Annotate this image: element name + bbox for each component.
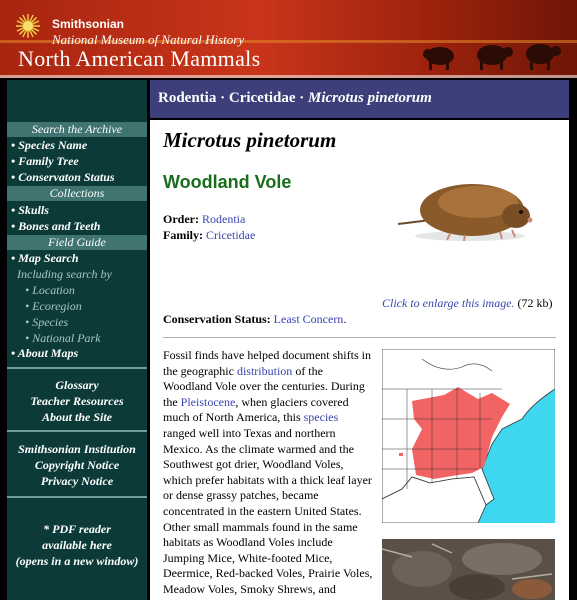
- sidebar-including-label: Including search by: [17, 267, 112, 281]
- breadcrumb-order[interactable]: Rodentia: [158, 90, 217, 106]
- site-banner: [0, 0, 577, 78]
- sidebar-divider: [7, 430, 147, 432]
- image-size: (72 kb): [517, 296, 553, 310]
- sidebar-item-about-maps[interactable]: • About Maps: [11, 346, 79, 360]
- muskox-herd-icon: [420, 40, 570, 72]
- site-title[interactable]: North American Mammals: [18, 46, 261, 71]
- sidebar-link-about-site[interactable]: About the Site: [41, 410, 112, 424]
- sidebar-link-teacher-resources[interactable]: Teacher Resources: [30, 394, 124, 408]
- vole-habitat-photo[interactable]: [382, 539, 555, 600]
- sidebar-link-glossary[interactable]: Glossary: [55, 378, 99, 392]
- conservation-status-link[interactable]: Least Concern: [273, 312, 344, 326]
- breadcrumb: [150, 80, 569, 118]
- sidebar-item-location[interactable]: • Location: [25, 283, 75, 297]
- sidebar-item-conservation-status[interactable]: • Conservaton Status: [11, 170, 115, 184]
- sidebar-pdf-note-3[interactable]: (opens in a new window): [15, 554, 139, 568]
- sidebar-item-map-search[interactable]: • Map Search: [11, 251, 79, 265]
- sidebar-link-copyright[interactable]: Copyright Notice: [34, 458, 120, 472]
- taxon-order: Order: Rodentia: [163, 212, 246, 226]
- glossary-link-distribution[interactable]: distribution: [236, 363, 293, 378]
- sidebar: [7, 80, 147, 600]
- sidebar-pdf-note-2[interactable]: available here: [42, 538, 112, 552]
- glossary-link-pleistocene[interactable]: Pleistocene: [180, 394, 236, 409]
- sidebar-link-privacy[interactable]: Privacy Notice: [40, 474, 114, 488]
- breadcrumb-separator: ·: [216, 90, 229, 106]
- sidebar-divider: [7, 496, 147, 498]
- sidebar-item-species-name[interactable]: • Species Name: [11, 138, 88, 152]
- breadcrumb-separator: ·: [295, 90, 309, 106]
- vole-image[interactable]: [390, 172, 540, 244]
- museum-name: National Museum of Natural History: [52, 32, 245, 47]
- sidebar-item-national-park[interactable]: • National Park: [25, 331, 101, 345]
- sidebar-heading-field-guide: Field Guide: [7, 235, 147, 250]
- enlarge-image-link[interactable]: Click to enlarge this image.: [382, 296, 515, 310]
- sidebar-heading-collections: Collections: [7, 186, 147, 201]
- divider: [163, 337, 556, 338]
- breadcrumb-family[interactable]: Cricetidae: [228, 90, 296, 106]
- range-map[interactable]: [382, 349, 555, 523]
- family-link[interactable]: Cricetidae: [206, 228, 256, 242]
- conservation-status: Conservation Status: Least Concern.: [163, 312, 347, 326]
- image-caption: [382, 296, 562, 311]
- common-name: Woodland Vole: [163, 172, 292, 192]
- page-title: Microtus pinetorum: [163, 128, 337, 152]
- sidebar-item-species[interactable]: • Species: [25, 315, 69, 329]
- sidebar-pdf-note-1[interactable]: * PDF reader: [43, 522, 111, 536]
- breadcrumb-species: Microtus pinetorum: [308, 90, 432, 106]
- sidebar-divider: [7, 367, 147, 369]
- sidebar-item-ecoregion[interactable]: • Ecoregion: [25, 299, 82, 313]
- org-name: Smithsonian: [52, 17, 125, 31]
- glossary-link-species[interactable]: species: [303, 410, 339, 425]
- sidebar-link-smithsonian[interactable]: Smithsonian Institution: [18, 442, 136, 456]
- order-link[interactable]: Rodentia: [201, 212, 246, 226]
- sidebar-item-family-tree[interactable]: • Family Tree: [11, 154, 79, 168]
- sidebar-heading-search[interactable]: Search the Archive: [7, 122, 147, 137]
- species-description: Fossil finds have helped document shifts in the geographic distribution of the Woodland Vole over the centuries. During the Pleistocene, when glaciers covered much of North America, this species ranged well into Texas and northern Mexico. As the climate warmed and the Southwest got drier, Woodland Voles, which prefer habitats with a thick leaf layer or dense grassy patches, became concentrated in the eastern United States. Other small mammals found in the same habitats as Woodland Voles include Jumping Mice, White-footed Mice, Deermice, Red-backed Voles, Prairie Voles, Meadow Voles, Smoky Shrews, and: [163, 348, 373, 596]
- taxon-family: Family: Cricetidae: [163, 228, 256, 242]
- main-content: [150, 120, 569, 600]
- banner-baseline: [0, 75, 577, 78]
- sidebar-item-skulls[interactable]: • Skulls: [11, 203, 49, 217]
- sunburst-logo-icon[interactable]: [15, 13, 41, 39]
- sidebar-item-bones-and-teeth[interactable]: • Bones and Teeth: [11, 219, 101, 233]
